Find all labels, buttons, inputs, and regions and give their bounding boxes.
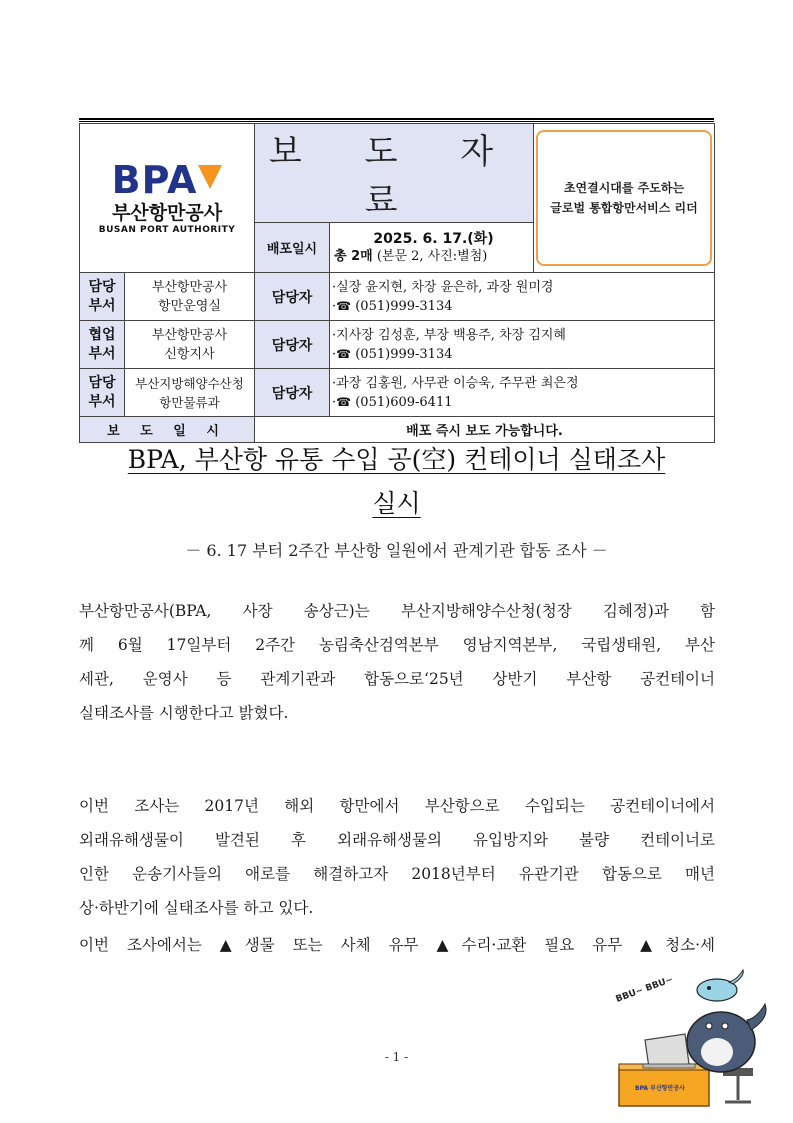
headline-line-1: BPA, 부산항 유통 수입 공(空) 컨테이너 실태조사: [127, 445, 666, 474]
press-release-header: [79, 118, 714, 439]
slogan-line-1: 초연결시대를 주도하는: [563, 181, 685, 195]
distribution-label: 배포일시: [255, 223, 330, 273]
paragraph-line: 상·하반기에 실태조사를 하고 있다.: [79, 899, 314, 917]
paragraph-line: 이번 조사에서는 ▲생물 또는 사체 유무 ▲수리·교환 필요 유무 ▲청소·세: [79, 936, 715, 954]
distribution-info: [330, 223, 534, 273]
logo-triangle-icon: [198, 165, 222, 189]
manager-phone: ·☎ (051)609-6411: [332, 394, 453, 410]
paragraph-2: [79, 789, 715, 925]
header-rule-thin: [79, 121, 714, 122]
manager-phone: ·☎ (051)999-3134: [332, 346, 453, 362]
paragraph-line: 실태조사를 시행한다고 밝혔다.: [79, 704, 289, 722]
slogan-cell: [534, 124, 715, 273]
release-row: [80, 417, 715, 443]
whale-eye-shape: [722, 1023, 728, 1029]
mascot-illustration: [605, 960, 775, 1110]
paragraph-line: 외래유해생물이 발견된 후 외래유해생물의 유입방지와 불량 컨테이너로: [79, 831, 715, 849]
paragraph-3: [79, 928, 715, 962]
distribution-date: 2025. 6. 17.(화): [373, 230, 494, 247]
dept-label: 협업 부서: [80, 321, 125, 369]
header-table: [79, 123, 715, 443]
release-value: 배포 즉시 보도 가능합니다.: [255, 417, 715, 443]
dolphin-eye-shape: [707, 986, 711, 990]
paragraph-line: 이번 조사는 2017년 해외 항만에서 부산항으로 수입되는 공컨테이너에서: [79, 797, 715, 815]
document-type-title: 보 도 자 료: [255, 124, 534, 223]
page-count: 총 2매 (본문 2, 사진:별첨): [334, 248, 488, 264]
manager-label: 담당자: [255, 273, 330, 321]
manager-info: [330, 273, 715, 321]
logo-english-name: BUSAN PORT AUTHORITY: [98, 225, 236, 235]
dept-name: 부산지방해양수산청 항만물류과: [125, 369, 255, 417]
manager-label: 담당자: [255, 369, 330, 417]
bpa-logo: BPA: [80, 160, 254, 200]
dept-label: 담당 부서: [80, 369, 125, 417]
header-rule-thick: [79, 118, 714, 120]
contact-row: [80, 321, 715, 369]
phone-icon: ☎: [336, 394, 352, 409]
logo-cell: [80, 124, 255, 273]
whale-tail-shape: [747, 1004, 766, 1030]
dept-label: 담당 부서: [80, 273, 125, 321]
desk-logo-text: BPA 부산항만공사: [635, 1085, 685, 1092]
paragraph-line: 세관, 운영사 등 관계기관과 합동으로‘25년 상반기 부산항 공컨테이너: [79, 670, 715, 688]
release-label: 보 도 일 시: [80, 417, 255, 443]
phone-icon: ☎: [336, 346, 352, 361]
logo-korean-name: 부산항만공사: [111, 202, 223, 224]
mascot-sound-text: BBU~ BBU~: [614, 974, 675, 1005]
manager-people: ·과장 김홍원, 사무관 이승욱, 주무관 최은정: [332, 375, 579, 391]
paragraph-line: 께 6월 17일부터 2주간 농림축산검역본부 영남지역본부, 국립생태원, 부산: [79, 636, 715, 654]
manager-info: [330, 369, 715, 417]
slogan-line-2: 글로벌 통합항만서비스 리더: [550, 201, 698, 215]
subtitle: － 6. 17 부터 2주간 부산항 일원에서 관계기관 합동 조사 －: [185, 541, 608, 560]
paragraph-1: [79, 594, 715, 730]
manager-label: 담당자: [255, 321, 330, 369]
dolphin-tail-shape: [729, 970, 743, 984]
manager-phone: ·☎ (051)999-3134: [332, 298, 453, 314]
paragraph-line: 부산항만공사(BPA, 사장 송상근)는 부산지방해양수산청(청장 김혜정)과 함: [79, 602, 715, 620]
phone-icon: ☎: [336, 298, 352, 313]
manager-people: ·실장 윤지현, 차장 윤은하, 과장 원미경: [332, 279, 554, 295]
page-number: - 1 -: [384, 1050, 409, 1064]
slogan-box: [536, 130, 712, 266]
whale-eye-shape: [706, 1023, 712, 1029]
manager-info: [330, 321, 715, 369]
contact-row: [80, 273, 715, 321]
laptop-base-shape: [643, 1064, 695, 1068]
dept-name: 부산항만공사 항만운영실: [125, 273, 255, 321]
dept-name: 부산항만공사 신항지사: [125, 321, 255, 369]
headline-line-2: 실시: [372, 489, 421, 518]
paragraph-line: 인한 운송기사들의 애로를 해결하고자 2018년부터 유관기관 합동으로 매년: [79, 865, 715, 883]
contact-row: [80, 369, 715, 417]
manager-people: ·지사장 김성훈, 부장 백용주, 차장 김지혜: [332, 327, 566, 343]
